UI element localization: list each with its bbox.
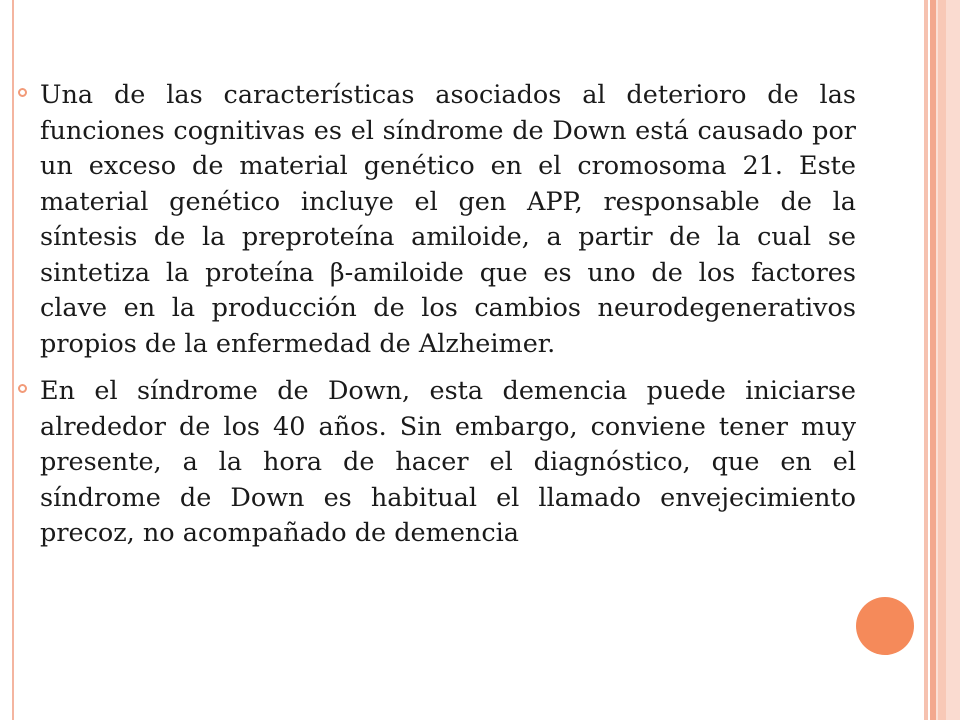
ring-bullet-icon bbox=[18, 384, 27, 393]
left-frame-line bbox=[12, 0, 14, 720]
decorative-circle bbox=[856, 597, 914, 655]
right-decorative-stripe bbox=[924, 0, 928, 720]
ring-bullet-icon bbox=[18, 88, 27, 97]
right-decorative-stripe bbox=[938, 0, 946, 720]
bullet-list bbox=[18, 78, 856, 564]
right-decorative-stripe bbox=[946, 0, 960, 720]
bullet-text: Una de las características asociados al deterioro de las funciones cognitivas es el síndrome de Down está causado por un exceso de material genético en el cromosoma 21. Este material genético incluye el gen APP, responsable de la síntesis de la preproteína amiloide, a partir de la cual se sintetiza la proteína β-amiloide que es uno de los factores clave en la producción de los cambios neurodegenerativos propios de la enfermedad de Alzheimer. bbox=[40, 80, 856, 359]
bullet-item bbox=[18, 78, 856, 362]
bullet-item bbox=[18, 374, 856, 552]
bullet-text: En el síndrome de Down, esta demencia puede iniciarse alrededor de los 40 años. Sin embargo, conviene tener muy presente, a la hora de hacer el diagnóstico, que en el síndrome de Down es habitual el llamado envejecimiento precoz, no acompañado de demencia bbox=[40, 376, 856, 548]
